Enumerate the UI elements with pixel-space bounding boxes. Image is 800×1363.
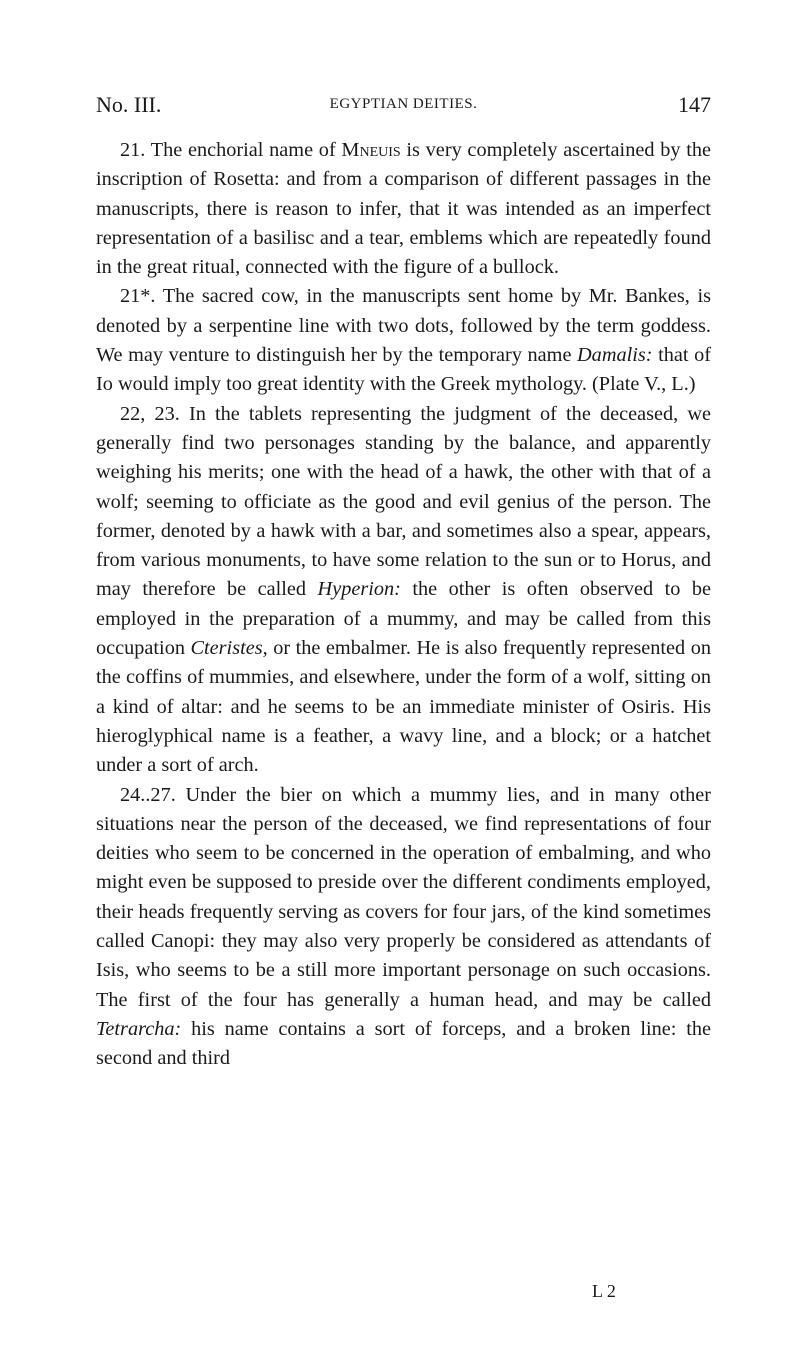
signature-text: L 2 — [592, 1281, 616, 1301]
paragraph-text: 24..27. Under the bier on which a mummy lies, and in many other situations near the person of the deceased, we find representations of four deities who seem to be concerned in the operation of embalming, and who might even be supposed to preside over the different condiments employed, their heads frequently serving as covers for four jars, of the kind sometimes called Canopi: they may also very properly be considered as attendants of Isis, who seems to be a still more important personage on such occasions. The first of the four has generally a human head, and may be called — [96, 783, 711, 1011]
paragraph-21 — [96, 136, 711, 282]
running-header — [96, 92, 711, 126]
paragraph-text: or the embalmer. He is also frequently represented on the coffins of mummies, and elsewhere, under the form of a wolf, sitting on a kind of altar: and he seems to be an immediate minister of Osiris. His hieroglyphical name is a feather, a wavy line, and a block; or a hatchet under a sort of arch. — [96, 637, 711, 777]
italic-term: Cteristes, — [190, 637, 268, 660]
paragraph-text: 22, 23. In the tablets representing the judgment of the deceased, we generally find two personages standing by the balance, and apparently weighing his merits; one with the head of a hawk, the other with that of a wolf; seeming to officiate as the good and evil genius of the person. The former, denoted by a hawk with a bar, and sometimes also a spear, appears, from various monuments, to have some relation to the sun or to Horus, and may therefore be called — [96, 402, 711, 601]
paragraph-22-23 — [96, 400, 711, 781]
paragraph-text: is very completely ascertained by the inscription of Rosetta: and from a comparison of different passages in the manuscripts, there is reason to infer, that it was intended as an imperfect representation of a basilisc and a tear, emblems which are repeatedly found in the great ritual, connected with the figure of a bullock. — [96, 139, 711, 279]
page — [96, 92, 711, 1074]
paragraph-text: 21*. The sacred cow, in the manuscripts sent home by Mr. Bankes, is denoted by a serpentine line with two dots, followed by the term goddess. We may venture to distinguish her by the temporary name — [96, 285, 711, 367]
paragraph-text: that of Io would imply too great identity with the Greek mythology. (Plate V., L.) — [96, 344, 711, 396]
italic-term: Damalis: — [577, 344, 653, 367]
italic-term: Hyperion: — [317, 578, 401, 601]
italic-term: Tetrarcha: — [96, 1017, 182, 1040]
body-text — [96, 136, 711, 1074]
paragraph-text: 21. The enchorial name of — [120, 139, 342, 161]
paragraph-text: the other is often observed to be employed in the preparation of a mummy, and may be called from this occupation — [96, 578, 711, 660]
issue-number: No. III. — [96, 92, 162, 117]
running-title: EGYPTIAN DEITIES. — [329, 96, 478, 112]
page-number: 147 — [678, 92, 711, 117]
paragraph-24-27 — [96, 781, 711, 1074]
deity-name-smallcaps: Mneuis — [341, 139, 401, 161]
paragraph-21-star — [96, 282, 711, 399]
paragraph-text: his name contains a sort of forceps, and a broken line: the second and third — [96, 1017, 711, 1070]
